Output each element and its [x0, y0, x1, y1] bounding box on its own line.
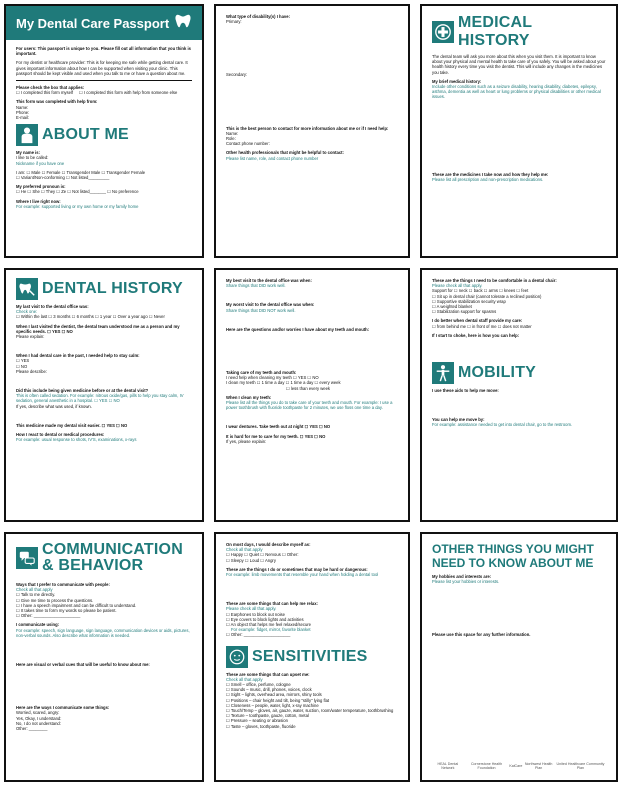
- panel-mobility: [420, 268, 618, 522]
- chair-option-4[interactable]: ☐ Stabilization support for spasms: [432, 309, 497, 315]
- stay-calm-describe: Please describe:: [16, 368, 47, 374]
- primary-field[interactable]: Primary:: [226, 19, 242, 25]
- hard-care-question[interactable]: It is hard for me to care for my teeth. ☐ YES ☐ NO: [226, 433, 326, 439]
- person-icon: [16, 124, 38, 146]
- passport-header: [6, 6, 202, 40]
- medicines-hint: Please list all prescription and non-prescription medications.: [432, 176, 544, 182]
- further-info-label: Please use this space for any further information.: [432, 632, 531, 638]
- hobbies-label: My hobbies and interests are:: [432, 574, 492, 579]
- pronoun-options[interactable]: ☐ He ☐ She ☐ They ☐ Ze ☐ Not listed_______ ☐ No preference: [16, 189, 139, 195]
- hobbies-hint: Please list your hobbies or interests.: [432, 579, 500, 585]
- secondary-field[interactable]: Secondary:: [226, 72, 248, 78]
- panel-medical-history: [420, 4, 618, 258]
- other-professionals-hint: Please list name, role, and contact phone number: [226, 155, 319, 161]
- where-live-label: Where I live right now:: [16, 198, 61, 204]
- comfortable-hint: Please check all that apply.: [432, 283, 483, 289]
- passport-title: My Dental Care Passport: [16, 15, 170, 31]
- relax-option-3[interactable]: ☐ An object that helps me feel relaxed/secure: [226, 622, 311, 628]
- sponsor-logos: [432, 762, 606, 770]
- sense-smell[interactable]: ☐ Smell – office, perfume, cologne: [226, 682, 291, 688]
- gender-options[interactable]: I am: ☐ Male ☐ Female ☐ Transgender Male ☐ Transgender Female: [16, 169, 146, 175]
- relax-option-2[interactable]: ☐ Eye covers to block lights and activities: [226, 616, 304, 622]
- sense-texture[interactable]: ☐ Texture – toothpaste, gauze, cotton, metal: [226, 713, 309, 719]
- worst-visit-label: My worst visit to the dental office was when:: [226, 302, 315, 308]
- hard-things-label: These are the things I do or sometimes that may be hard or dangerous:: [226, 566, 368, 572]
- way-option-other[interactable]: ☐ Other: ____________________: [16, 613, 81, 619]
- sensitivities-title: SENSITIVITIES: [252, 647, 368, 665]
- best-person-label: This is the best person to contact for more information about me or if I need help:: [226, 125, 389, 131]
- sense-positions[interactable]: ☐ Positions – chair height and tilt, being "stilly" lying flat: [226, 697, 330, 703]
- helper-phone-field[interactable]: Phone:: [16, 109, 30, 115]
- helper-email-field[interactable]: E-mail:: [16, 115, 30, 121]
- medical-intro: The dental team will ask you more about this when you visit them. It is important to know about your physical and mental health to take care of you safely. You will be asked about your health history every time you visit the dentist. This will include any changes in the medicines you take.: [432, 54, 606, 75]
- panel-passport-cover: [4, 4, 204, 258]
- relax-hint: Please check all that apply.: [226, 606, 277, 612]
- about-me-title: ABOUT ME: [42, 126, 129, 144]
- sense-sight[interactable]: ☐ Sight – lights, overhead area, mirrors, shiny tools: [226, 692, 322, 698]
- best-visit-label: My best visit to the dental office was when:: [226, 278, 312, 283]
- panel-sensitivities: [214, 532, 410, 782]
- medical-history-title: MEDICAL HISTORY: [458, 14, 532, 49]
- support-options[interactable]: Support for ☐ neck ☐ back ☐ arms ☐ knees ☐ feet: [432, 288, 529, 294]
- visual-cues-label: Here are visual or verbal cues that will be useful to know about me:: [16, 662, 150, 668]
- contact-role-field[interactable]: Role:: [226, 136, 236, 142]
- panel-disability-contacts: [214, 4, 410, 258]
- logo-northwest: Northwest Health Plan: [524, 762, 553, 770]
- where-live-example: For example: supported living or my own home or my family home: [16, 203, 139, 209]
- describe-self-label: On most days, I would describe myself as:: [226, 542, 311, 547]
- last-visit-label: My last visit to the dental office was:: [16, 304, 89, 309]
- logo-kaicare: KaiCare: [509, 764, 523, 768]
- describe-self-hint: Check all that apply: [226, 547, 263, 553]
- help-move-label: You can help me move by:: [432, 417, 485, 423]
- logo-heal: HEAL Dental Network: [437, 762, 459, 770]
- behavior-title: & BEHAVIOR: [42, 557, 144, 574]
- describe-options-2[interactable]: ☐ Sleepy ☐ Loud ☐ Angry: [226, 557, 276, 563]
- panel-dental-visits: [214, 268, 410, 522]
- way-option-3[interactable]: ☐ I have a speech impairment and can be difficult to understand.: [16, 602, 137, 608]
- dental-history-title: DENTAL HISTORY: [42, 280, 183, 297]
- ways-hint: Check all that apply: [16, 587, 53, 593]
- relax-option-3-hint: For example: fidget, mirror, favorite blanket: [231, 627, 311, 633]
- completed-myself-checkbox[interactable]: ☐ I completed this form myself: [16, 90, 74, 96]
- tooth-mirror-icon: [16, 278, 38, 300]
- upset-label: These are some things that can upset me:: [226, 671, 310, 677]
- medicines-label: These are the medicines I take now and how they help me:: [432, 171, 549, 177]
- other-field[interactable]: Other: ________: [16, 726, 48, 732]
- medical-cross-icon: [432, 21, 454, 43]
- worst-visit-hint: Share things that DID NOT work well.: [226, 307, 296, 313]
- stay-calm-question: When I had dental care in the past, I needed help to stay calm:: [16, 353, 140, 359]
- sense-pressure[interactable]: ☐ Pressure – seating or abrasion: [226, 718, 288, 724]
- called-field[interactable]: I like to be called:: [16, 155, 49, 161]
- choke-label: If I start to choke, here is how you can help:: [432, 332, 520, 338]
- better-when-options[interactable]: ☐ from behind me ☐ in front of me ☐ does not matter: [432, 323, 532, 329]
- stay-calm-yes[interactable]: ☐ YES: [16, 358, 30, 364]
- care-frequency-option[interactable]: I clean my teeth ☐ 1 time a day ☐ 1 time a day ☐ every week: [226, 380, 341, 386]
- best-visit-hint: Share things that DID work well.: [226, 283, 286, 289]
- worried-field[interactable]: Worried, scared, angry:: [16, 710, 60, 716]
- relax-option-other[interactable]: ☐ Other: ____________________: [226, 632, 291, 638]
- way-option-1[interactable]: ☐ Talk to me directly.: [16, 592, 56, 598]
- disability-label: What type of disability(s) I have:: [226, 14, 290, 19]
- communicate-using-hint: For example: speech, sign language, sign language, communication devices or aids, pictures, non-verbal sounds. Also describe what information is needed.: [16, 627, 190, 638]
- questions-label: Here are the questions and/or worries I have about my teeth and mouth:: [226, 326, 370, 332]
- chair-option-2[interactable]: ☐ Supportive stabilization security wrap: [432, 298, 506, 304]
- communication-title: COMMUNICATION: [42, 541, 183, 558]
- brief-history-label: My brief medical history:: [432, 78, 482, 84]
- medicine-hint[interactable]: This is often called sedation. For example: nitrous oxide/gas, pills to help you stay calm, IV sedation, general anesthetic in a hospital. ☐ YES ☐ NO: [16, 393, 184, 404]
- pronoun-label: My preferred pronoun is:: [16, 184, 66, 190]
- mobility-person-icon: [432, 362, 454, 384]
- contact-phone-field[interactable]: Contact phone number:: [226, 141, 270, 147]
- understood-question[interactable]: When I last visited the dentist, the dental team understood me as a person and my specific needs. ☐ YES ☐ NO: [16, 323, 180, 334]
- describe-options-1[interactable]: ☐ Happy ☐ Quiet ☐ Nervous ☐ Other:: [226, 552, 299, 558]
- panel-dental-history: [4, 268, 204, 522]
- panel-communication: [4, 532, 204, 782]
- understood-explain: Please explain:: [16, 334, 45, 340]
- brief-history-hint: Include other conditions such as a seizure disability, hearing disability, diabetes, epilepsy, asthma, dementia as well as heart or lung problems or physical disabilities or other medical issues.: [432, 84, 601, 100]
- chair-option-3[interactable]: ☐ A weighted blanket: [432, 304, 472, 310]
- way-option-2[interactable]: ☐ Give me time to process the questions.: [16, 597, 94, 603]
- ways-label: Ways that I prefer to communicate with people:: [16, 582, 110, 587]
- for-users-text: For users: This passport is unique to you. Please fill out all information that you think is important.: [16, 46, 191, 57]
- other-things-title-2: NEED TO KNOW ABOUT ME: [432, 556, 594, 570]
- panel-other-things: [420, 532, 618, 782]
- medicine-question: Did this include being given medicine before or at the dental visit?: [16, 388, 149, 394]
- relax-label: These are some things that can help me relax:: [226, 601, 318, 607]
- last-visit-options[interactable]: ☐ Within the last ☐ 3 months ☐ 6 months ☐ 1 year ☐ Over a year ago ☐ Never: [16, 314, 165, 320]
- no-field[interactable]: No, I do not understand:: [16, 720, 61, 726]
- reaction-question: How I react to dental or medical procedures:: [16, 432, 105, 438]
- helper-name-field[interactable]: Name:: [16, 104, 29, 110]
- sensory-face-icon: [226, 646, 248, 668]
- my-name-field[interactable]: My name is:: [16, 150, 40, 156]
- clean-teeth-hint: Please list all the things you do to take care of your teeth and mouth. For example: I use a power toothbrush with fluoride toothpaste for 2 minutes, we use floss one time a day.: [226, 400, 393, 411]
- speech-bubbles-icon: [16, 547, 38, 569]
- care-label: Taking care of my teeth and mouth:: [226, 370, 297, 376]
- dentures-question[interactable]: I wear dentures. Take teeth out at night ☐ YES ☐ NO: [226, 424, 331, 430]
- care-frequency-option-2[interactable]: ☐ less than every week: [286, 385, 331, 391]
- way-option-4[interactable]: ☐ It takes time to form my words so please be patient.: [16, 608, 117, 614]
- completed-help-label: This form was completed with help from:: [16, 99, 98, 105]
- reaction-hint: For example: usual response to shots, IV'S, examinations, x-rays: [16, 437, 137, 443]
- for-provider-text: For my dentist or healthcare provider: This is for keeping me safe while getting dental care. It gives important information about how I can be supported when visiting your clinic. This passport should be kept visible and used when you talk to me or have a question about me.: [16, 60, 188, 76]
- hard-things-hint: For example: limb movements that resemble your hand when holding a dental tool: [226, 572, 379, 578]
- sense-touch[interactable]: ☐ Touch/Temp – gloves, air, gauze, water, suction, room/water temperature, toothbrushing: [226, 708, 394, 714]
- contact-name-field[interactable]: Name:: [226, 130, 239, 136]
- completed-with-help-checkbox[interactable]: ☐ I completed this form with help from someone else: [79, 90, 178, 96]
- sense-sounds[interactable]: ☐ Sounds – music, drill, phones, voices, clock: [226, 687, 312, 693]
- other-professionals-label: Other health professionals that might be helpful to contact:: [226, 150, 344, 156]
- yes-okay-field[interactable]: Yes, Okay, I understand:: [16, 715, 62, 721]
- sense-taste[interactable]: ☐ Taste – gloves, toothpaste, fluoride: [226, 723, 296, 729]
- communicate-using-label: I communicate using:: [16, 622, 60, 628]
- chair-option-1[interactable]: ☐ Sit up in dental chair (cannot tolerate a reclined position): [432, 293, 542, 299]
- ways-things-label: Here are the ways I communicate some things:: [16, 705, 110, 711]
- check-box-prompt: Please check the box that applies:: [16, 85, 85, 91]
- tooth-icon: [174, 12, 192, 35]
- logo-cornerstone: Cornerstone Health Foundation: [470, 762, 503, 770]
- stay-calm-no[interactable]: ☐ NO: [16, 363, 28, 369]
- logo-united: United Healthcare Community Plan: [556, 762, 605, 770]
- clean-teeth-label: When I clean my teeth:: [226, 394, 272, 400]
- better-when-label: I do better when dental staff provide my care:: [432, 318, 523, 324]
- sense-closeness[interactable]: ☐ Closeness – people, water, light, x-ray machine: [226, 702, 319, 708]
- medicine-hint-2: If yes, describe what was used, if known.: [16, 403, 92, 409]
- check-one-hint: Check one:: [16, 309, 38, 315]
- comfortable-label: These are the things I need to be comfortable in a dental chair:: [432, 278, 557, 283]
- gender-options-2[interactable]: ☐ Variant/Non-conforming ☐ Not listed_________: [16, 175, 110, 181]
- nickname-hint: Nickname if you have one: [16, 160, 65, 166]
- care-help-option[interactable]: I need help when cleaning my teeth ☐ YES ☐ NO: [226, 375, 319, 381]
- other-things-title: OTHER THINGS YOU MIGHT: [432, 542, 594, 556]
- upset-hint: Check all that apply: [226, 676, 263, 682]
- help-move-hint: For example: assistance needed to get into dental chair, go to the restroom.: [432, 422, 573, 428]
- relax-option-1[interactable]: ☐ Earphones to block out noise: [226, 611, 285, 617]
- hard-care-explain: If yes, please explain:: [226, 438, 267, 444]
- aids-label: I use these aids to help me move:: [432, 388, 499, 394]
- medicine-worked-question[interactable]: This medicine made my dental visit easier. ☐ YES ☐ NO: [16, 422, 128, 428]
- mobility-title: MOBILITY: [458, 364, 537, 382]
